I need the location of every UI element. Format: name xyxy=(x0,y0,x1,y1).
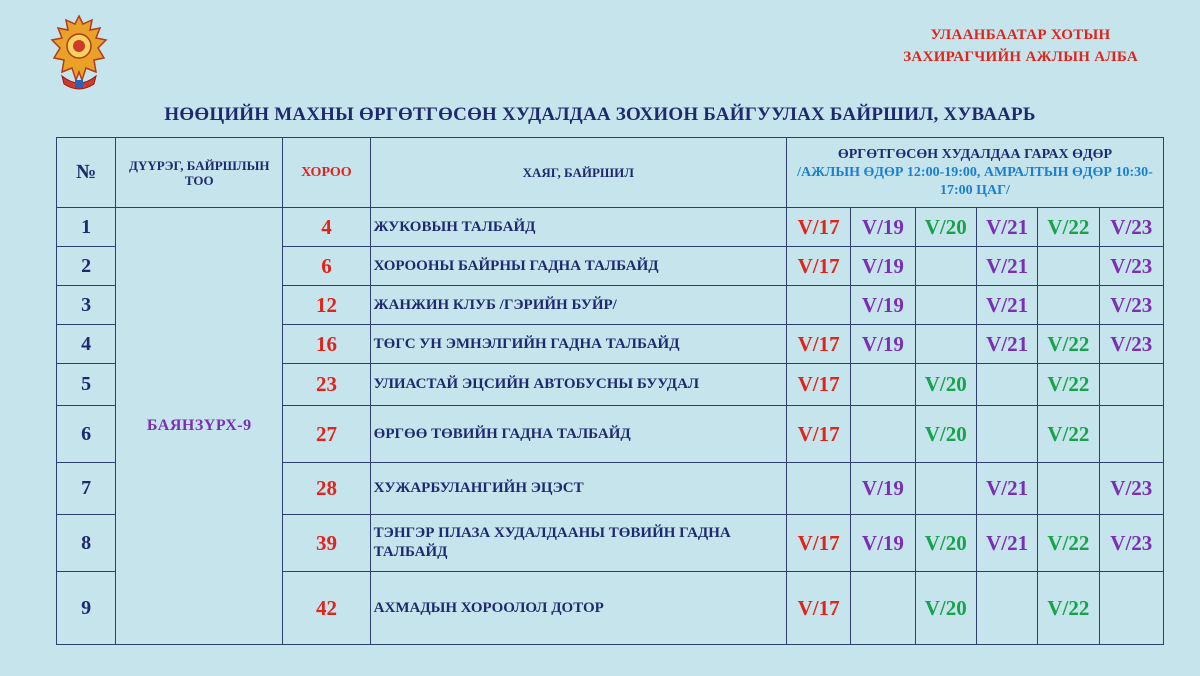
schedule-table xyxy=(56,137,1164,645)
date-cell xyxy=(1099,572,1163,645)
address-cell: ӨРГӨӨ ТӨВИЙН ГАДНА ТАЛБАЙД xyxy=(370,406,786,463)
address-cell: ТӨГС УН ЭМНЭЛГИЙН ГАДНА ТАЛБАЙД xyxy=(370,325,786,364)
date-cell xyxy=(1099,406,1163,463)
date-cell xyxy=(976,364,1037,406)
date-cell: V/17 xyxy=(786,208,850,247)
row-number: 6 xyxy=(57,406,116,463)
date-cell: V/19 xyxy=(851,208,915,247)
date-cell: V/19 xyxy=(851,286,915,325)
khoroo-number: 42 xyxy=(283,572,370,645)
row-number: 9 xyxy=(57,572,116,645)
date-cell xyxy=(976,406,1037,463)
date-cell: V/17 xyxy=(786,364,850,406)
date-cell: V/20 xyxy=(915,208,976,247)
date-cell: V/20 xyxy=(915,515,976,572)
row-number: 7 xyxy=(57,463,116,515)
date-cell: V/22 xyxy=(1038,406,1099,463)
date-cell: V/20 xyxy=(915,406,976,463)
header-dates xyxy=(786,138,1163,208)
date-cell xyxy=(1099,364,1163,406)
header-district: ДҮҮРЭГ, БАЙРШЛЫН ТОО xyxy=(116,138,283,208)
date-cell: V/21 xyxy=(976,208,1037,247)
address-cell: ХОРООНЫ БАЙРНЫ ГАДНА ТАЛБАЙД xyxy=(370,247,786,286)
khoroo-number: 6 xyxy=(283,247,370,286)
date-cell xyxy=(915,325,976,364)
date-cell: V/20 xyxy=(915,364,976,406)
date-cell: V/22 xyxy=(1038,515,1099,572)
khoroo-number: 39 xyxy=(283,515,370,572)
row-number: 5 xyxy=(57,364,116,406)
date-cell: V/19 xyxy=(851,463,915,515)
date-cell xyxy=(1038,463,1099,515)
khoroo-number: 12 xyxy=(283,286,370,325)
date-cell: V/17 xyxy=(786,406,850,463)
date-cell: V/23 xyxy=(1099,247,1163,286)
header-address: ХАЯГ, БАЙРШИЛ xyxy=(370,138,786,208)
date-cell: V/22 xyxy=(1038,572,1099,645)
khoroo-number: 16 xyxy=(283,325,370,364)
row-number: 2 xyxy=(57,247,116,286)
date-cell: V/23 xyxy=(1099,286,1163,325)
table-row xyxy=(57,208,1164,247)
date-cell: V/21 xyxy=(976,463,1037,515)
row-number: 8 xyxy=(57,515,116,572)
header-dates-title: ӨРГӨТГӨСӨН ХУДАЛДАА ГАРАХ ӨДӨР xyxy=(837,146,1113,162)
date-cell: V/21 xyxy=(976,515,1037,572)
date-cell: V/17 xyxy=(786,325,850,364)
date-cell xyxy=(786,463,850,515)
date-cell: V/23 xyxy=(1099,515,1163,572)
date-cell: V/22 xyxy=(1038,364,1099,406)
date-cell xyxy=(851,406,915,463)
city-emblem-icon xyxy=(48,14,110,94)
khoroo-number: 23 xyxy=(283,364,370,406)
date-cell: V/22 xyxy=(1038,208,1099,247)
date-cell xyxy=(786,286,850,325)
date-cell xyxy=(851,572,915,645)
date-cell xyxy=(1038,247,1099,286)
date-cell xyxy=(915,463,976,515)
date-cell: V/22 xyxy=(1038,325,1099,364)
row-number: 1 xyxy=(57,208,116,247)
khoroo-number: 28 xyxy=(283,463,370,515)
address-cell: ЖАНЖИН КЛУБ /ГЭРИЙН БУЙР/ xyxy=(370,286,786,325)
address-cell: ЖУКОВЫН ТАЛБАЙД xyxy=(370,208,786,247)
header-dates-hours: /АЖЛЫН ӨДӨР 12:00-19:00, АМРАЛТЫН ӨДӨР 10:30-17:00 ЦАГ/ xyxy=(797,164,1153,198)
date-cell: V/21 xyxy=(976,286,1037,325)
organization-name xyxy=(903,24,1138,68)
date-cell: V/19 xyxy=(851,247,915,286)
address-cell: ТЭНГЭР ПЛАЗА ХУДАЛДААНЫ ТӨВИЙН ГАДНА ТАЛБАЙД xyxy=(370,515,786,572)
date-cell: V/21 xyxy=(976,247,1037,286)
org-line-1: УЛААНБААТАР ХОТЫН xyxy=(930,27,1111,43)
date-cell: V/21 xyxy=(976,325,1037,364)
date-cell: V/20 xyxy=(915,572,976,645)
date-cell: V/23 xyxy=(1099,325,1163,364)
date-cell: V/17 xyxy=(786,572,850,645)
date-cell: V/23 xyxy=(1099,463,1163,515)
date-cell xyxy=(915,286,976,325)
date-cell xyxy=(976,572,1037,645)
header-number: № xyxy=(57,138,116,208)
date-cell: V/19 xyxy=(851,515,915,572)
district-cell: БАЯНЗҮРХ-9 xyxy=(116,208,283,645)
khoroo-number: 27 xyxy=(283,406,370,463)
date-cell xyxy=(1038,286,1099,325)
org-line-2: ЗАХИРАГЧИЙН АЖЛЫН АЛБА xyxy=(903,49,1138,65)
date-cell: V/17 xyxy=(786,515,850,572)
page-title: НӨӨЦИЙН МАХНЫ ӨРГӨТГӨСӨН ХУДАЛДАА ЗОХИОН БАЙГУУЛАХ БАЙРШИЛ, ХУВААРЬ xyxy=(164,104,1036,125)
date-cell xyxy=(915,247,976,286)
date-cell: V/17 xyxy=(786,247,850,286)
date-cell: V/23 xyxy=(1099,208,1163,247)
date-cell xyxy=(851,364,915,406)
address-cell: ХУЖАРБУЛАНГИЙН ЭЦЭСТ xyxy=(370,463,786,515)
address-cell: УЛИАСТАЙ ЭЦСИЙН АВТОБУСНЫ БУУДАЛ xyxy=(370,364,786,406)
row-number: 3 xyxy=(57,286,116,325)
date-cell: V/19 xyxy=(851,325,915,364)
khoroo-number: 4 xyxy=(283,208,370,247)
header-khoroo: ХОРОО xyxy=(283,138,370,208)
table-header-row xyxy=(57,138,1164,208)
address-cell: АХМАДЫН ХОРООЛОЛ ДОТОР xyxy=(370,572,786,645)
row-number: 4 xyxy=(57,325,116,364)
